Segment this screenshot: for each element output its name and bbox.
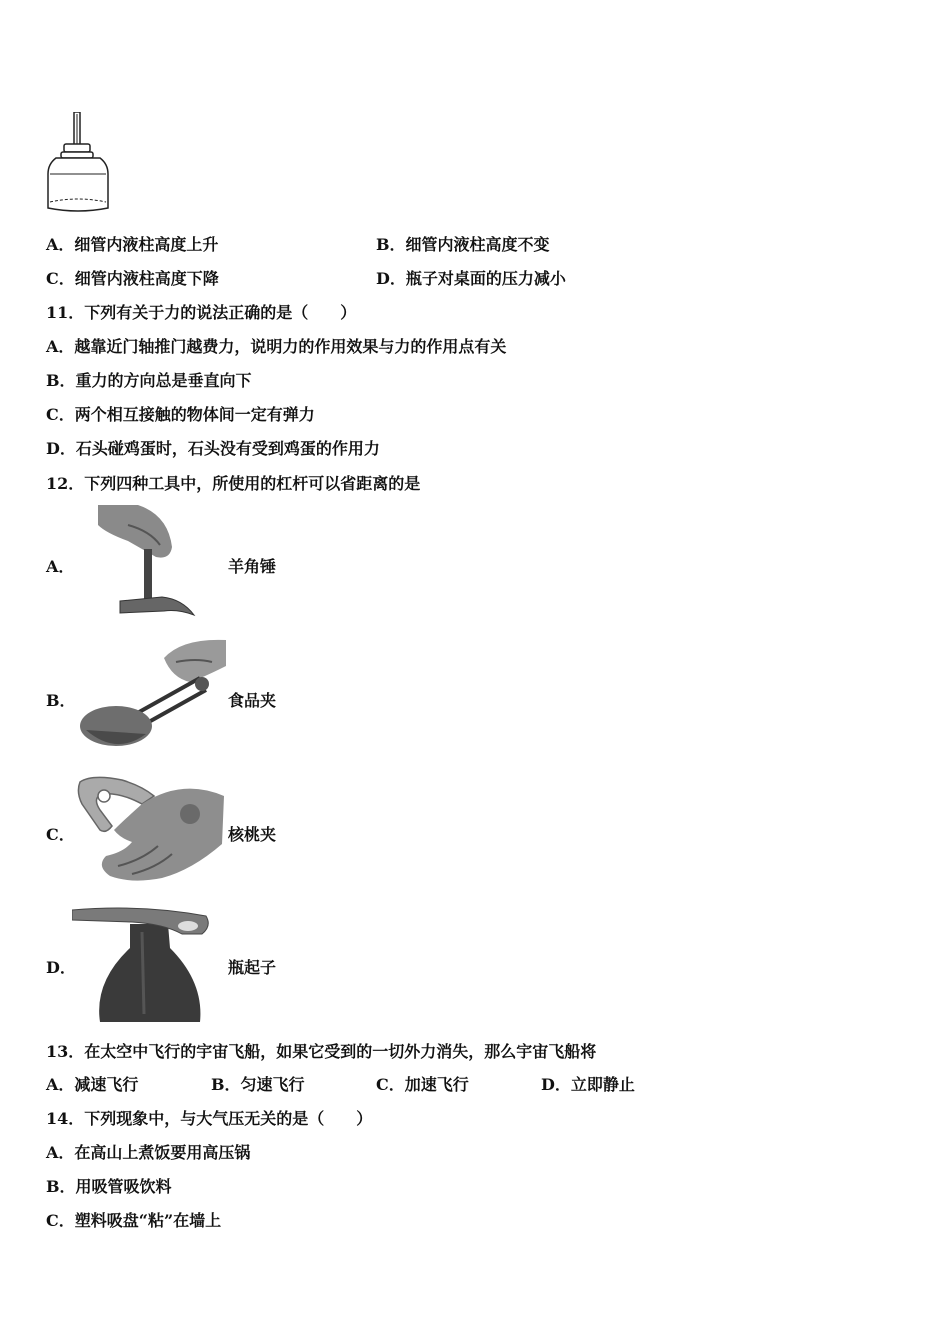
q14-option-b: B．用吸管吸饮料: [46, 1177, 172, 1196]
q13-stem: 13．在太空中飞行的宇宙飞船，如果它受到的一切外力消失，那么宇宙飞船将: [46, 1042, 597, 1061]
bottle-opener-image: [72, 904, 214, 1022]
claw-hammer-image: [98, 505, 198, 621]
q12-option-a-letter: A．: [46, 557, 75, 576]
q11-option-b: B．重力的方向总是垂直向下: [46, 371, 252, 390]
q14-option-a: A．在高山上煮饭要用高压锅: [46, 1143, 251, 1162]
q12-option-b-letter: B．: [46, 691, 76, 710]
q13-option-c: C．加速飞行: [376, 1075, 469, 1094]
q11-option-a: A．越靠近门轴推门越费力，说明力的作用效果与力的作用点有关: [46, 337, 507, 356]
q10-option-c: C．细管内液柱高度下降: [46, 269, 219, 288]
q11-stem: 11．下列有关于力的说法正确的是（ ）: [46, 303, 357, 322]
q14-option-c: C．塑料吸盘“粘”在墙上: [46, 1211, 222, 1230]
q12-option-c-letter: C．: [46, 825, 75, 844]
nutcracker-image: [72, 774, 228, 886]
q11-option-d: D．石头碰鸡蛋时，石头没有受到鸡蛋的作用力: [46, 439, 380, 458]
q13-option-b: B．匀速飞行: [211, 1075, 305, 1094]
q10-option-a: A．细管内液柱高度上升: [46, 235, 219, 254]
q12-option-d-letter: D．: [46, 958, 76, 977]
q12-option-a-label: 羊角锤: [228, 557, 277, 576]
q10-option-d: D．瓶子对桌面的压力减小: [376, 269, 566, 288]
bottle-tube-figure: [44, 112, 112, 216]
q12-option-d-label: 瓶起子: [228, 958, 277, 977]
q14-stem: 14．下列现象中，与大气压无关的是（ ）: [46, 1109, 373, 1128]
q12-stem: 12．下列四种工具中，所使用的杠杆可以省距离的是: [46, 474, 421, 493]
food-tongs-image: [72, 638, 226, 754]
q12-option-b-label: 食品夹: [228, 691, 277, 710]
q10-option-b: B．细管内液柱高度不变: [376, 235, 550, 254]
q12-option-c-label: 核桃夹: [228, 825, 277, 844]
q11-option-c: C．两个相互接触的物体间一定有弹力: [46, 405, 315, 424]
q13-option-a: A．减速飞行: [46, 1075, 139, 1094]
q13-option-d: D．立即静止: [541, 1075, 635, 1094]
